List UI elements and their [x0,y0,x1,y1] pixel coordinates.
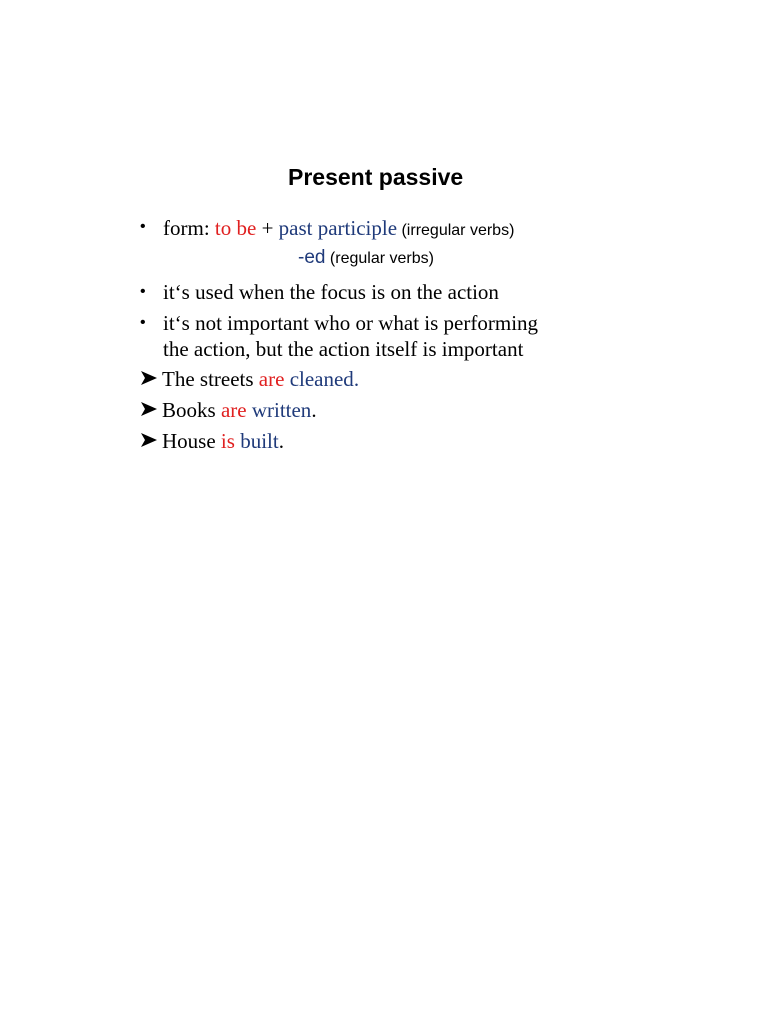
example-subject: House [162,429,221,453]
arrow-bullet-icon [140,400,158,418]
example-verb: cleaned [289,367,354,391]
example-line [162,366,359,392]
example-line [162,428,284,454]
ed-line [298,243,434,272]
example-aux: is [220,429,235,453]
focus-line: it‘s used when the focus is on the action [163,280,499,304]
example-verb: built [240,429,279,453]
irregular-verbs-note: (irregular verbs) [397,222,515,239]
ed-suffix-text: -ed [298,247,326,268]
arrow-bullet-icon [140,431,158,449]
form-label: form: [163,216,215,240]
example-end: . [311,398,317,422]
regular-verbs-note: (regular verbs) [325,250,434,267]
example-verb: written [251,398,312,422]
arrow-bullet-icon [140,369,158,387]
example-subject: Books [162,398,221,422]
example-end: . [278,429,284,453]
example-aux: are [258,367,285,391]
example-line [162,397,317,423]
bullet-marker: • [140,314,146,331]
past-participle-text: past participle [278,216,398,240]
importance-line-1: it‘s not important who or what is performing [163,311,539,335]
to-be-text: to be [214,216,257,240]
bullet-marker: • [140,283,146,300]
example-aux: are [220,398,247,422]
plus-sign: + [256,216,279,240]
bullet-marker: • [140,218,146,235]
example-subject: The streets [162,367,259,391]
importance-line-2: the action, but the action itself is important [163,337,524,361]
example-end: . [353,367,360,391]
page-title: Present passive [288,164,464,190]
form-line [163,215,514,244]
